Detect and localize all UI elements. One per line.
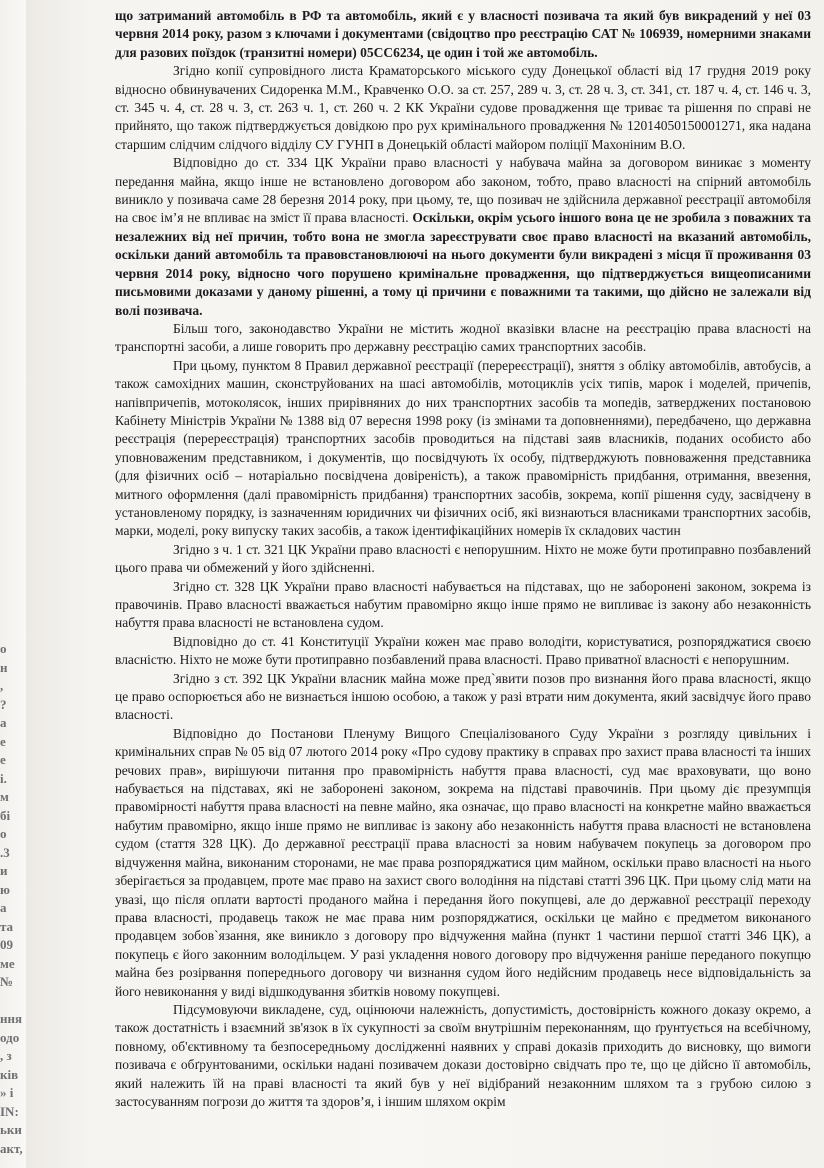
text-run: Відповідно до ст. 41 Конституції України кожен має право володіти, користуватися, розпоряджатися своєю власністю. Ніхто не може бути протиправно позбавлений права власності. Право приватної власності є непорушним. bbox=[115, 633, 811, 668]
paragraph bbox=[115, 633, 811, 670]
paragraph bbox=[115, 154, 811, 320]
paragraph bbox=[115, 541, 811, 578]
adjacent-page-edge bbox=[0, 0, 26, 1168]
paragraph bbox=[115, 320, 811, 357]
paragraph bbox=[115, 670, 811, 725]
paragraph bbox=[115, 1001, 811, 1111]
text-run: Згідно з ст. 392 ЦК України власник майна може пред`явити позов про визнання його права власності, якщо це право оспорюється або не визнається іншою особою, а також у разі втрати ним документа, який засвідчує його право власності. bbox=[115, 670, 811, 723]
paragraph bbox=[115, 725, 811, 1001]
text-run: Відповідно до Постанови Пленуму Вищого Спеціалізованого Суду України з розгляду цивільних і кримінальних справ № 05 від 07 лютого 2014 року «Про судову практику в справах про захист права власності та інших речових прав», вирішуючи питання про правомірність набуття права власності, суд має враховувати, що воно набувається на підставах, які не заборонені законом, зокрема на підставі правочинів. При цьому діє презумпція правомірності набуття права власності на певне майно, яка означає, що право власності на конкретне майно вважається набутим правомірно, якщо інше прямо не випливає із закону або незаконність набуття права власності не встановлена судом (стаття 328 ЦК). До державної реєстрації права власності за новим набувачем покупець за договором про відчуження майна, виконаним сторонами, не має права розпоряджатися цим майном, оскільки право власності на нього зберігається за продавцем, проте має право на захист свого володіння на підставі статті 396 ЦК. При цьому слід мати на увазі, що після оплати вартості проданого майна і передання його покупцеві, але до державної реєстрації переходу права власності, продавець також не має права ним розпоряджатися, оскільки це майно є предметом виконаного продавцем зобов`язання, яке виникло з договору про відчуження майна (пункт 1 частини першої статті 346 ЦК), а покупець є його законним володільцем. У разі укладення нового договору про відчуження раніше переданого покупцю майна без розірвання попереднього договору чи визнання судом його недійсним продавець несе відповідальність за його невиконання у виді відшкодування збитків новому покупцеві. bbox=[115, 725, 811, 999]
paragraph bbox=[115, 7, 811, 62]
margin-fragments: о н , ? а е е і. м бі о .3 и ю а та 09 ме № ння одо , з ків » і IN: ьки акт, bbox=[0, 641, 23, 1156]
text-run: При цьому, пунктом 8 Правил державної реєстрації (перереєстрації), зняття з обліку автомобілів, автобусів, а також самохідних машин, сконструйованих на шасі автомобілів, мотоциклів усіх типів, марок і моделей, причепів, напівпричепів, мотоколясок, інших прирівняних до них транспортних засобів та мопедів, затверджених постановою Кабінету Міністрів України № 1388 від 07 вересня 1998 року (із змінами та доповненнями), передбачено, що державна реєстрація (перереєстрація) транспортних засобів проводиться на підставі заяв власників, поданих особисто або уповноваженим представником, і документів, що посвідчують їх особу, підтверджують повноваження представника (для фізичних осіб – нотаріально посвідчена довіреність), а також правомірність придбання, отримання, ввезення, митного оформлення (далі правомірність придбання) транспортних засобів, зокрема, копії рішення суду, засвідчену в установленому порядку, із зазначенням юридичних чи фізичних осіб, які визнаються власниками транспортних засобів, марки, моделі, року випуску таких засобів, а також ідентифікаційних номерів їх складових частин bbox=[115, 357, 811, 539]
paragraph bbox=[115, 357, 811, 541]
text-run: Згідно ст. 328 ЦК України право власності набувається на підставах, що не заборонені законом, зокрема із правочинів. Право власності вважається набутим правомірно якщо інше прямо не випливає із закону або незаконність набуття права власності не встановлена судом. bbox=[115, 578, 811, 631]
text-run: Згідно копії супровідного листа Краматорського міського суду Донецької області від 17 грудня 2019 року відносно обвинувачених Сидоренка М.М., Кравченко О.О. за ст. 257, 289 ч. 3, ст. 28 ч. 3, ст. 341, ст. 187 ч. 4, ст. 146 ч. 3, ст. 345 ч. 4, ст. 28 ч. 3, ст. 263 ч. 1, ст. 260 ч. 2 КК України судове провадження ще триває та рішення по справі не прийнято, що також підтверджується довідкою про рух кримінального провадження № 12014050150001271, яка надана старшим слідчим слідчого відділу СУ ГУНП в Донецькій області майором поліції Махоніним В.О. bbox=[115, 63, 811, 152]
document-body bbox=[115, 7, 811, 1111]
text-run: Відповідно до ст. 334 ЦК України право власності у набувача майна за договором виникає з моменту передання майна, якщо інше не встановлено договором або законом, тобто, право власності на спірний автомобіль виникло у позивача саме 28 березня 2014 року, при цьому, те, що позивач не здійснила державної реєстрації автомобіля на своє ім’я не впливає на зміст її права власності. bbox=[115, 155, 811, 226]
bold-text: що затриманий автомобіль в РФ та автомобіль, який є у власності позивача та який був викрадений у неї 03 червня 2014 року, разом з ключами і документами (свідоцтво про реєстрацію САТ № 106939, номерними знаками для разових поїздок (транзитні номери) 05СС6234, це один і той же автомобіль. bbox=[115, 8, 811, 60]
paragraph bbox=[115, 62, 811, 154]
bold-text: Оскільки, окрім усього іншого вона це не зробила з поважних та незалежних від неї причин, тобто вона не змогла зареєструвати своє право власності на вказаний автомобіль, оскільки даний автомобіль та правовстановлюючі на нього документи були викрадені з місця її проживання 03 червня 2014 року, відносно чого порушено кримінальне провадження, що підтверджується вищеописаними письмовими доказами у даному рішенні, а тому ці причини є поважними та такими, що дійсно не залежали від волі позивача. bbox=[115, 210, 811, 318]
text-run: Більш того, законодавство України не містить жодної вказівки власне на реєстрацію права власності на транспортні засоби, а лише говорить про державну реєстрацію самих транспортних засобів. bbox=[115, 320, 811, 355]
text-run: Згідно з ч. 1 ст. 321 ЦК України право власності є непорушним. Ніхто не може бути протиправно позбавлений цього права чи обмежений у його здійсненні. bbox=[115, 541, 811, 576]
text-run: Підсумовуючи викладене, суд, оцінюючи належність, допустимість, достовірність кожного доказу окремо, а також достатність і взаємний зв'язок в їх сукупності за своїм внутрішнім переконанням, що ґрунтується на всебічному, повному, об'єктивному та безпосередньому дослідженні наявних у справі доказів приходить до висновку, що вимоги позивача є обґрунтованими, оскільки надані позивачем докази достовірно свідчать про те, що це дійсно її автомобіль, який належить їй на праві власності та який був у неї відібраний незаконним шляхом та з грубою силою з застосуванням погрози до життя та здоров’я, і іншим шляхом окрім bbox=[115, 1001, 811, 1109]
paragraph bbox=[115, 578, 811, 633]
